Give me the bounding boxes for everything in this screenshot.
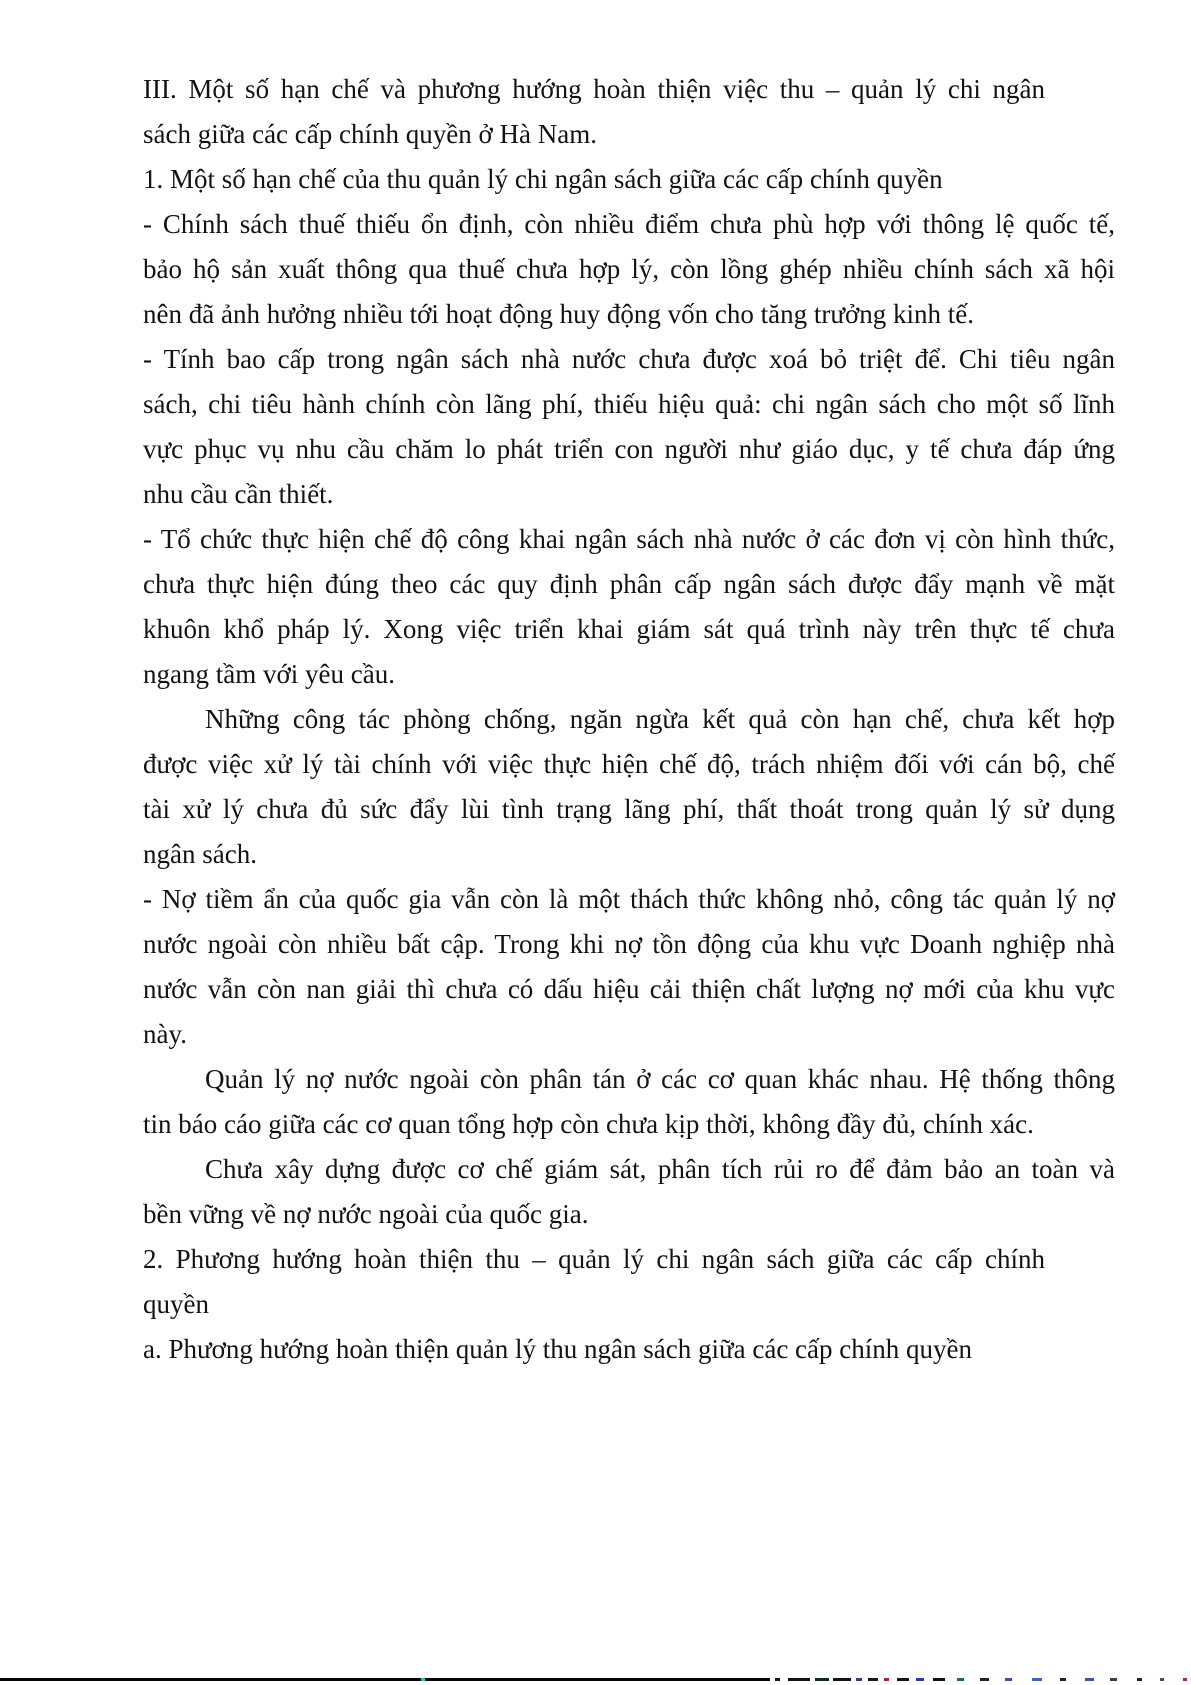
pixel-fragment — [788, 1678, 810, 1681]
text-line: quyền — [143, 1289, 209, 1319]
text-line: này. — [143, 1019, 187, 1049]
text-line: nhu cầu cần thiết. — [143, 479, 334, 509]
pixel-fragment — [1137, 1678, 1142, 1681]
document-content — [143, 67, 1115, 1372]
text-line: - Chính sách thuế thiếu ổn định, còn nhiều điểm chưa phù hợp với thông lệ quốc tế, — [143, 209, 1115, 239]
pixel-fragment — [1183, 1678, 1187, 1681]
text-line: nước ngoài còn nhiều bất cập. Trong khi nợ tồn động của khu vực Doanh nghiệp nhà — [143, 929, 1115, 959]
pixel-fragment — [933, 1678, 945, 1681]
text-line: được việc xử lý tài chính với việc thực hiện chế độ, trách nhiệm đối với cán bộ, chế — [143, 749, 1115, 779]
text-line: tin báo cáo giữa các cơ quan tổng hợp còn chưa kịp thời, không đầy đủ, chính xác. — [143, 1109, 1034, 1139]
text-line: khuôn khổ pháp lý. Xong việc triển khai giám sát quá trình này trên thực tế chưa — [143, 614, 1115, 644]
text-line: ngang tầm với yêu cầu. — [143, 659, 395, 689]
pixel-fragment — [916, 1678, 924, 1681]
text-line: nước vẫn còn nan giải thì chưa có dấu hiệu cải thiện chất lượng nợ mới của khu vực — [143, 974, 1115, 1004]
section-heading-iii — [143, 67, 1115, 157]
pixel-fragment — [897, 1678, 909, 1681]
pixel-fragment — [884, 1678, 889, 1681]
text-line: tài xử lý chưa đủ sức đẩy lùi tình trạng lãng phí, thất thoát trong quản lý sử dụng — [143, 794, 1115, 824]
text-line: Quản lý nợ nước ngoài còn phân tán ở các cơ quan khác nhau. Hệ thống thông — [205, 1064, 1115, 1094]
bullet-to-chuc-thuc-hien — [143, 517, 1115, 697]
text-line: bảo hộ sản xuất thông qua thuế chưa hợp lý, còn lồng ghép nhiều chính sách xã hội — [143, 254, 1115, 284]
text-line: III. Một số hạn chế và phương hướng hoàn thiện việc thu – quản lý chi ngân — [143, 74, 1045, 104]
strip-black-bar — [0, 1678, 770, 1681]
subheading-1 — [143, 157, 1115, 202]
para-chua-xay-dung — [143, 1147, 1115, 1237]
text-line: - Tính bao cấp trong ngân sách nhà nước chưa được xoá bỏ triệt để. Chi tiêu ngân — [143, 344, 1115, 374]
pixel-fragment — [833, 1678, 851, 1681]
pixel-fragment — [421, 1678, 425, 1681]
text-line: sách giữa các cấp chính quyền ở Hà Nam. — [143, 119, 597, 149]
subheading-a — [143, 1327, 1115, 1372]
para-nhung-cong-tac — [143, 697, 1115, 877]
text-line: a. Phương hướng hoàn thiện quản lý thu ngân sách giữa các cấp chính quyền — [143, 1334, 972, 1364]
text-line: Chưa xây dựng được cơ chế giám sát, phân tích rủi ro để đảm bảo an toàn và — [205, 1154, 1115, 1184]
text-line: - Nợ tiềm ẩn của quốc gia vẫn còn là một thách thức không nhỏ, công tác quản lý nợ — [143, 884, 1115, 914]
pixel-fragment — [1085, 1678, 1094, 1681]
text-line: 1. Một số hạn chế của thu quản lý chi ngân sách giữa các cấp chính quyền — [143, 164, 943, 194]
pixel-fragment — [957, 1678, 964, 1681]
pixel-fragment — [980, 1678, 989, 1681]
bullet-no-tiem-an — [143, 877, 1115, 1057]
text-line: chưa thực hiện đúng theo các quy định phân cấp ngân sách được đẩy mạnh về mặt — [143, 569, 1115, 599]
pixel-fragment — [856, 1678, 862, 1681]
pixel-fragment — [815, 1678, 829, 1681]
pixel-fragment — [1032, 1678, 1042, 1681]
text-line: ngân sách. — [143, 839, 257, 869]
text-line: Những công tác phòng chống, ngăn ngừa kết quả còn hạn chế, chưa kết hợp — [205, 704, 1115, 734]
text-line: 2. Phương hướng hoàn thiện thu – quản lý chi ngân sách giữa các cấp chính — [143, 1244, 1045, 1274]
text-line: - Tổ chức thực hiện chế độ công khai ngân sách nhà nước ở các đơn vị còn hình thức, — [143, 524, 1115, 554]
text-line: bền vững về nợ nước ngoài của quốc gia. — [143, 1199, 589, 1229]
bullet-chinh-sach-thue — [143, 202, 1115, 337]
bullet-tinh-bao-cap — [143, 337, 1115, 517]
text-line: sách, chi tiêu hành chính còn lãng phí, thiếu hiệu quả: chi ngân sách cho một số lĩnh — [143, 389, 1115, 419]
pixel-fragment — [1160, 1678, 1164, 1681]
pixel-fragment — [1060, 1678, 1066, 1681]
para-quan-ly-no — [143, 1057, 1115, 1147]
text-line: vực phục vụ nhu cầu chăm lo phát triển con người như giáo dục, y tế chưa đáp ứng — [143, 434, 1115, 464]
pixel-fragment — [775, 1678, 780, 1681]
subheading-2 — [143, 1237, 1115, 1327]
bottom-edge-strip — [0, 1677, 1191, 1683]
pixel-fragment — [1110, 1678, 1117, 1681]
pixel-fragment — [868, 1678, 878, 1681]
pixel-fragment — [1005, 1678, 1012, 1681]
text-line: nên đã ảnh hưởng nhiều tới hoạt động huy động vốn cho tăng trưởng kinh tế. — [143, 299, 974, 329]
